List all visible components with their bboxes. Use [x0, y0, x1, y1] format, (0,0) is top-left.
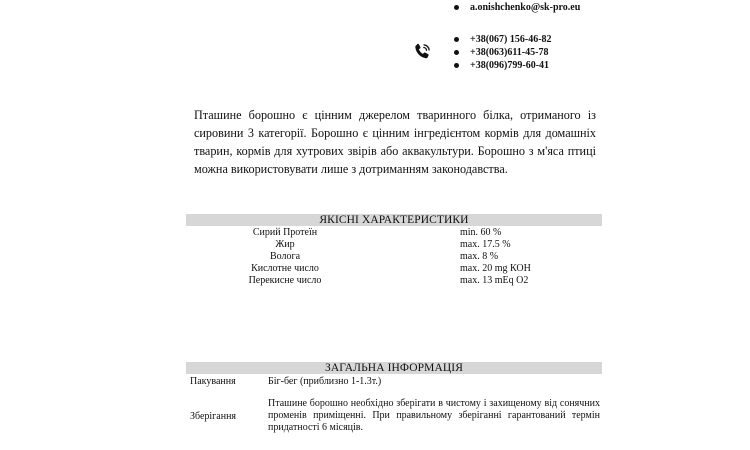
storage-label: Зберігання [190, 411, 237, 422]
quality-section-header: ЯКІСНІ ХАРАКТЕРИСТИКИ [186, 214, 602, 226]
quality-value: max. 20 mg КОН [460, 263, 531, 274]
quality-value: max. 13 mEq O2 [460, 275, 529, 286]
quality-name: Волога [269, 251, 301, 262]
intro-paragraph: Пташине борошно є цінним джерелом тваринного білка, отриманого із сировини 3 категорії. Борошно є цінним інгредієнтом кормів для домашніх тварин, кормів для хутрових звірів або аквакультури. Борошно з м'яса птиці можна використовувати лише з дотриманням законодавства. [194, 108, 596, 176]
table-row [186, 275, 602, 287]
email-item[interactable]: a.onishchenko@sk-pro.eu [452, 1, 580, 14]
quality-value: max. 17.5 % [460, 239, 511, 250]
table-row [186, 239, 602, 251]
phone-item[interactable]: +38(096)799-60-41 [452, 59, 552, 72]
phone-item[interactable]: +38(067) 156-46-82 [452, 33, 552, 46]
storage-text: Пташине борошно необхідно зберігати в чистому і захищеному від сонячних променів приміщенні. При правильному зберіганні гарантований термін придатності 6 місяців. [268, 398, 600, 433]
quality-name: Сирий Протеїн [252, 227, 318, 238]
quality-name: Кислотне число [251, 263, 319, 274]
quality-name: Жир [275, 239, 295, 250]
packaging-label: Пакування [190, 376, 236, 387]
quality-name: Перекисне число [248, 275, 322, 286]
phone-item[interactable]: +38(063)611-45-78 [452, 46, 552, 59]
general-section-header: ЗАГАЛЬНА ІНФОРМАЦІЯ [186, 362, 602, 374]
table-row [186, 263, 602, 275]
phone-icon [412, 42, 432, 62]
quality-table [186, 227, 602, 287]
table-row [186, 227, 602, 239]
email-list [452, 1, 580, 14]
table-row [186, 251, 602, 263]
quality-value: min. 60 % [460, 227, 502, 238]
phone-list [452, 33, 552, 72]
quality-value: max. 8 % [460, 251, 499, 262]
packaging-text: Біг-бег (приблизно 1-1.3т.) [268, 376, 382, 387]
